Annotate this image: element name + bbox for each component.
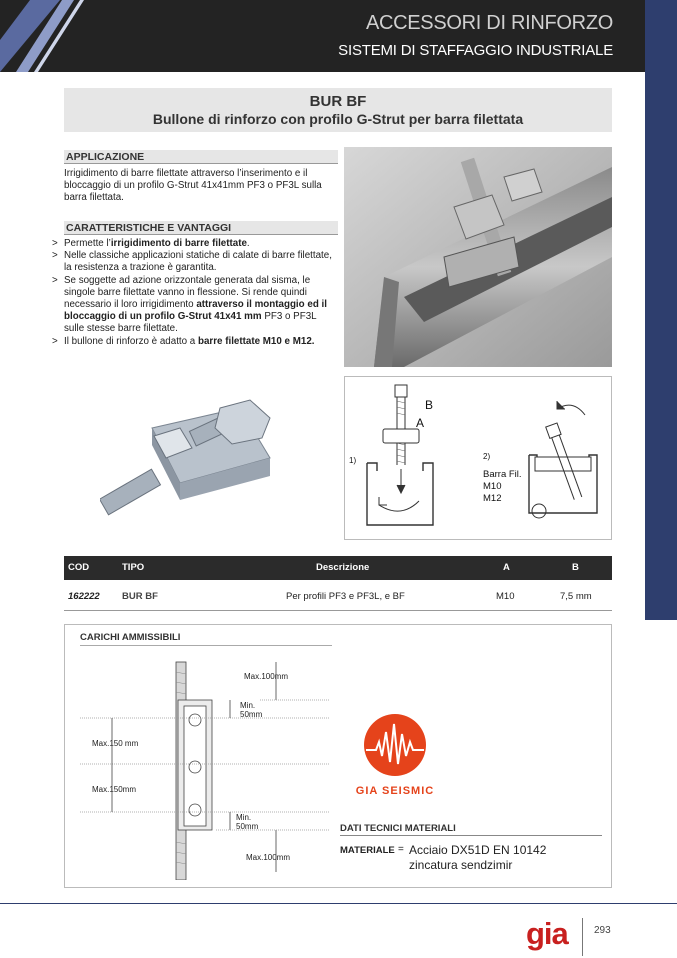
- col-descrizione: Descrizione: [316, 562, 370, 573]
- list-marker: >: [52, 238, 58, 249]
- header-category: ACCESSORI DI RINFORZO: [365, 12, 613, 34]
- page-header: [0, 0, 645, 72]
- list-item: [52, 238, 338, 250]
- cell-descrizione: Per profili PF3 e PF3L, e BF: [286, 591, 405, 602]
- applicazione-heading: APPLICAZIONE: [64, 150, 338, 164]
- cell-b: 7,5 mm: [560, 591, 592, 602]
- product-installed-photo: [344, 147, 612, 367]
- cell-tipo: BUR BF: [122, 591, 158, 602]
- materiale-value-1: Acciaio DX51D EN 10142: [409, 843, 547, 857]
- dati-heading: DATI TECNICI MATERIALI: [340, 823, 456, 834]
- feature-bold: irrigidimento di barre filettate: [110, 238, 247, 249]
- feature-text: PF3 o PF3L sulle stesse barre filettate.: [64, 311, 317, 335]
- product-code: BUR BF: [309, 93, 367, 110]
- bolt-product-image: [100, 388, 290, 533]
- page-number: 293: [594, 925, 611, 936]
- col-tipo: TIPO: [122, 562, 145, 573]
- gia-seismic-logo: [350, 712, 440, 802]
- gia-logo: gia: [526, 916, 568, 951]
- min-bot-label-1: Min.: [236, 813, 252, 822]
- table-divider: [64, 610, 612, 611]
- label-a: A: [416, 416, 425, 430]
- min-top-label-2: 50mm: [240, 710, 263, 719]
- carichi-heading: CARICHI AMMISSIBILI: [80, 632, 181, 643]
- loads-diagram: [80, 652, 332, 880]
- min-bot-label-2: 50mm: [236, 822, 259, 831]
- features-list: [52, 238, 338, 348]
- max150-a-label: Max.150 mm: [92, 739, 139, 748]
- list-marker: >: [52, 250, 58, 262]
- step-1-label: 1): [349, 456, 357, 465]
- max150-b-label: Max.150mm: [92, 785, 137, 794]
- min-top-label-1: Min.: [240, 701, 256, 710]
- feature-text: Se soggette ad azione orizzontale generata dal sisma, le singole barre filettate vanno in flessione. Si rende quindi necessario il loro irrigidimento: [64, 274, 311, 311]
- applicazione-text: Irrigidimento di barre filettate attraverso l’inserimento e il bloccaggio di un profilo G-Strut 41x41mm PF3 o PF3L sulla barra filettata.: [64, 168, 322, 204]
- feature-bold: attraverso il montaggio ed il bloccaggio di un profilo G-Strut 41x41 mm: [64, 299, 327, 323]
- header-stripes-decoration: [0, 0, 120, 72]
- footer-rule: [0, 903, 677, 904]
- dati-underline: [340, 835, 602, 836]
- product-title-box: [64, 88, 612, 132]
- list-marker: >: [52, 274, 58, 286]
- materiale-eq: =: [398, 844, 404, 855]
- table-row: [64, 586, 612, 608]
- feature-bold: barre filettate M10 e M12.: [197, 335, 315, 347]
- barra-m12: M12: [483, 493, 502, 504]
- footer-separator: [582, 918, 583, 956]
- product-subtitle: Bullone di rinforzo con profilo G-Strut per barra filettata: [152, 111, 524, 127]
- cell-cod: 162222: [68, 591, 100, 602]
- list-marker: >: [52, 335, 58, 347]
- max-top-label: Max.100mm: [244, 672, 289, 681]
- header-section: SISTEMI DI STAFFAGGIO INDUSTRIALE: [338, 42, 613, 59]
- feature-text: Permette l’: [64, 238, 111, 249]
- caratteristiche-heading: CARATTERISTICHE E VANTAGGI: [64, 221, 338, 235]
- seismic-text: GIA SEISMIC: [355, 785, 435, 797]
- cell-a: M10: [496, 591, 515, 602]
- side-color-bar: [645, 0, 677, 620]
- feature-text: Il bullone di rinforzo è adatto a: [64, 335, 198, 347]
- carichi-underline: [80, 645, 332, 646]
- feature-text: Nelle classiche applicazioni statiche di calate di barre filettate, la resistenza a trazione è garantita.: [64, 250, 332, 274]
- diagram-drawing: [345, 377, 611, 539]
- installation-diagram: [344, 376, 612, 540]
- step-2-label: 2): [483, 452, 491, 461]
- list-item: [52, 250, 338, 274]
- materiale-label: MATERIALE: [340, 845, 395, 856]
- col-a: A: [503, 562, 510, 573]
- list-item: [52, 275, 338, 336]
- list-item: [52, 336, 338, 348]
- max-bot-label: Max.100mm: [246, 853, 291, 862]
- label-b: B: [425, 398, 434, 412]
- barra-m10: M10: [483, 481, 502, 492]
- table-header: [64, 556, 612, 580]
- feature-text: .: [246, 238, 250, 249]
- col-cod: COD: [68, 562, 90, 573]
- col-b: B: [572, 562, 579, 573]
- materiale-value-2: zincatura sendzimir: [409, 858, 513, 872]
- barra-label: Barra Fil.: [483, 469, 522, 480]
